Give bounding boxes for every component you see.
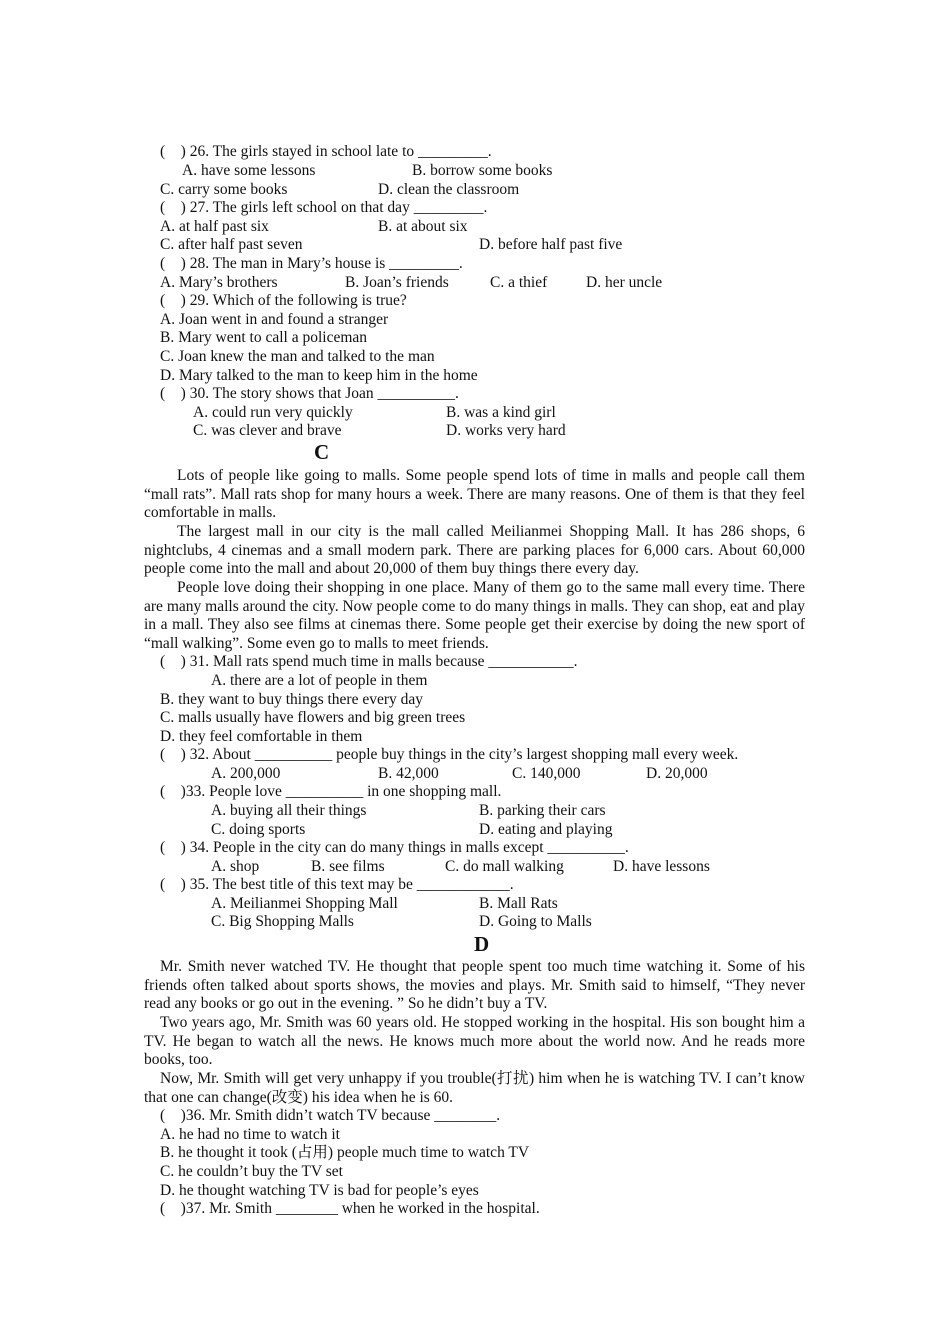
q30-stem: ( ) 30. The story shows that Joan __________. — [160, 385, 459, 402]
q35-option-c: C. Big Shopping Malls — [211, 913, 354, 930]
q33-option-a: A. buying all their things — [211, 802, 367, 819]
q26-stem: ( ) 26. The girls stayed in school late to _________. — [160, 143, 492, 160]
section-c-heading: C — [314, 440, 330, 464]
q36-option-a: A. he had no time to watch it — [160, 1126, 340, 1143]
q35-option-b: B. Mall Rats — [479, 895, 558, 912]
q26-option-b: B. borrow some books — [412, 162, 553, 179]
q26-option-a: A. have some lessons — [182, 162, 316, 179]
q30-option-d: D. works very hard — [446, 422, 566, 439]
q32-stem: ( ) 32. About __________ people buy things in the city’s largest shopping mall every week. — [160, 746, 739, 763]
q31-option-b: B. they want to buy things there every day — [160, 691, 424, 708]
q31-option-c: C. malls usually have flowers and big green trees — [160, 709, 466, 726]
q33-stem: ( )33. People love __________ in one shopping mall. — [160, 783, 502, 800]
q29-option-d: D. Mary talked to the man to keep him in the home — [160, 367, 478, 384]
q29-option-c: C. Joan knew the man and talked to the man — [160, 348, 435, 365]
q34-option-a: A. shop — [211, 858, 260, 875]
q36-option-d: D. he thought watching TV is bad for people’s eyes — [160, 1182, 479, 1199]
section-d-paragraph-2: Two years ago, Mr. Smith was 60 years old. He stopped working in the hospital. His son bought him a TV. He began to watch all the news. He knows much more about the world now. And he reads more books, too. — [144, 1014, 805, 1069]
q29-option-b: B. Mary went to call a policeman — [160, 329, 368, 346]
q36-option-b: B. he thought it took (占用) people much time to watch TV — [160, 1144, 530, 1161]
q31-option-d: D. they feel comfortable in them — [160, 728, 363, 745]
q32-option-a: A. 200,000 — [211, 765, 281, 782]
q29-option-a: A. Joan went in and found a stranger — [160, 311, 389, 328]
q26-option-c: C. carry some books — [160, 181, 288, 198]
q34-option-c: C. do mall walking — [445, 858, 564, 875]
q27-option-b: B. at about six — [378, 218, 468, 235]
section-d-paragraph-1: Mr. Smith never watched TV. He thought that people spent too much time watching it. Some of his friends often talked about sports shows, the movies and plays. Mr. Smith said to himself, “They never read any books or go out in the evening. ” So he didn’t buy a TV. — [144, 958, 805, 1013]
q34-stem: ( ) 34. People in the city can do many things in malls except __________. — [160, 839, 629, 856]
q31-stem: ( ) 31. Mall rats spend much time in malls because ___________. — [160, 653, 578, 670]
q27-option-d: D. before half past five — [479, 236, 623, 253]
q37-stem: ( )37. Mr. Smith ________ when he worked in the hospital. — [160, 1200, 540, 1217]
q26-option-d: D. clean the classroom — [378, 181, 520, 198]
q31-option-a: A. there are a lot of people in them — [211, 672, 428, 689]
q29-stem: ( ) 29. Which of the following is true? — [160, 292, 407, 309]
q30-option-c: C. was clever and brave — [193, 422, 342, 439]
q33-option-c: C. doing sports — [211, 821, 306, 838]
q27-option-c: C. after half past seven — [160, 236, 303, 253]
q35-option-d: D. Going to Malls — [479, 913, 592, 930]
q32-option-b: B. 42,000 — [378, 765, 439, 782]
section-c-paragraph-3: People love doing their shopping in one place. Many of them go to the same mall every time. There are many malls around the city. Now people come to do many things in malls. They can shop, eat and play in a mall. They also see films at cinemas there. Some people get their exercise by doing the new sport of “mall walking”. Some even go to malls to meet friends. — [144, 579, 805, 652]
q33-option-d: D. eating and playing — [479, 821, 613, 838]
q30-option-b: B. was a kind girl — [446, 404, 556, 421]
q27-option-a: A. at half past six — [160, 218, 269, 235]
section-d-paragraph-3: Now, Mr. Smith will get very unhappy if you trouble(打扰) him when he is watching TV. I can’t know that one can change(改变) his idea when he is 60. — [144, 1070, 805, 1106]
section-d-heading: D — [474, 932, 490, 956]
q34-option-d: D. have lessons — [613, 858, 710, 875]
q32-option-d: D. 20,000 — [646, 765, 708, 782]
q35-stem: ( ) 35. The best title of this text may be ____________. — [160, 876, 514, 893]
q28-option-d: D. her uncle — [586, 274, 663, 291]
section-c-paragraph-2: The largest mall in our city is the mall called Meilianmei Shopping Mall. It has 286 shops, 6 nightclubs, 4 cinemas and a small modern park. There are parking places for 6,000 cars. About 60,000 people come into the mall and about 20,000 of them buy things there every day. — [144, 523, 805, 578]
q36-stem: ( )36. Mr. Smith didn’t watch TV because ________. — [160, 1107, 501, 1124]
section-c-paragraph-1: Lots of people like going to malls. Some people spend lots of time in malls and people call them “mall rats”. Mall rats shop for many hours a week. There are many reasons. One of them is that they feel comfortable in malls. — [144, 467, 805, 522]
q28-stem: ( ) 28. The man in Mary’s house is _________. — [160, 255, 463, 272]
q33-option-b: B. parking their cars — [479, 802, 606, 819]
q35-option-a: A. Meilianmei Shopping Mall — [211, 895, 398, 912]
q36-option-c: C. he couldn’t buy the TV set — [160, 1163, 343, 1180]
q32-option-c: C. 140,000 — [512, 765, 581, 782]
q27-stem: ( ) 27. The girls left school on that day _________. — [160, 199, 488, 216]
q34-option-b: B. see films — [311, 858, 385, 875]
q30-option-a: A. could run very quickly — [193, 404, 353, 421]
q28-option-a: A. Mary’s brothers — [160, 274, 278, 291]
q28-option-c: C. a thief — [490, 274, 548, 291]
q28-option-b: B. Joan’s friends — [345, 274, 449, 291]
